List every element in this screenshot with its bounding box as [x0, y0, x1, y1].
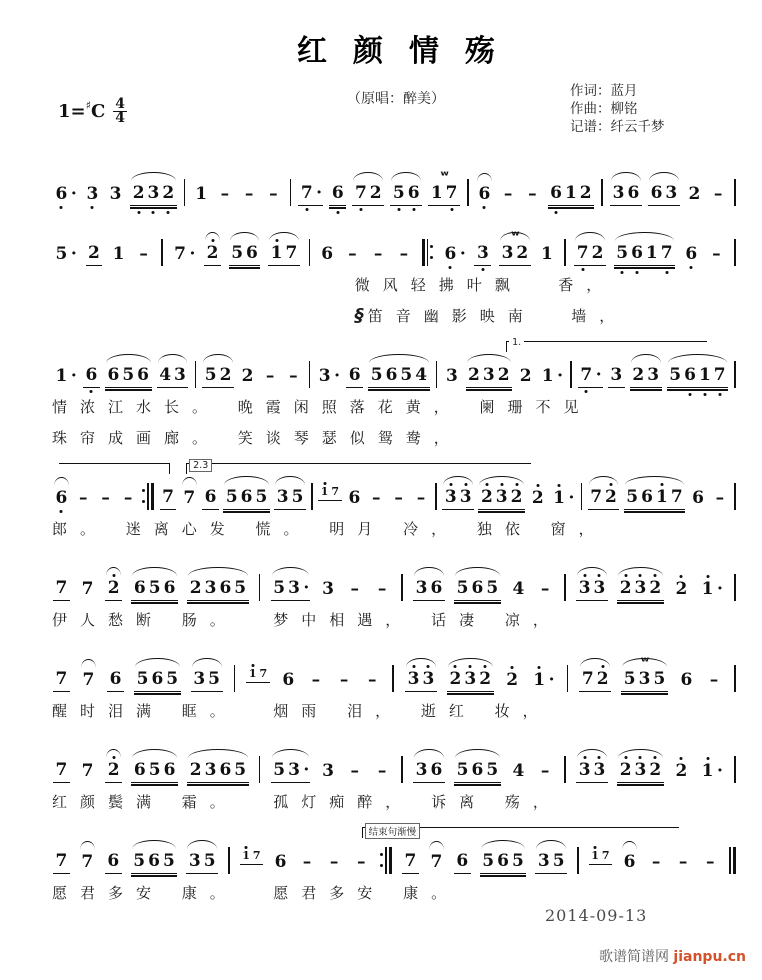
note-token: – — [715, 488, 725, 508]
barline — [570, 360, 572, 388]
watermark-site: 歌谱简谱网 — [598, 949, 674, 965]
note-token: – — [373, 244, 383, 264]
note-token: 6 5 6 — [105, 365, 152, 388]
note-token: 6 — [346, 365, 363, 388]
note-token: – — [356, 852, 366, 872]
note-token: – — [713, 184, 723, 204]
credit-transcriber: 记谱：纤云千梦 — [570, 119, 665, 135]
note-token: 5 6 5 — [223, 487, 270, 510]
system-7 — [52, 733, 740, 814]
barline — [564, 755, 566, 783]
note-token: 6 — [83, 365, 100, 388]
note-token: 7 — [53, 851, 70, 874]
note-token: 1 7 — [246, 668, 269, 683]
note-token: 6 — [680, 670, 693, 690]
note-token: 2 — [519, 366, 532, 386]
note-token: 3 3 — [405, 669, 437, 692]
barline — [195, 360, 197, 388]
lyrics-text: 醒时泪满 眶。 烟雨 泪， 逝红 妆， — [52, 702, 551, 720]
note-token: 7 — [53, 669, 70, 692]
system-3 — [52, 338, 740, 450]
note-token: 2 3 2 — [617, 760, 664, 783]
note-token: 7 — [402, 851, 419, 874]
note-token: – — [377, 761, 387, 781]
barline — [380, 846, 392, 874]
barline — [734, 755, 736, 783]
music-line — [52, 232, 740, 266]
music-line — [52, 567, 740, 601]
credits-block — [570, 82, 665, 136]
note-token: 7 — [81, 761, 94, 781]
mordent-icon: w — [440, 170, 448, 178]
note-token: 1 7 — [589, 850, 612, 865]
key-prefix: 1= — [58, 101, 86, 122]
note-token: 5 6 — [229, 243, 261, 266]
note-token: 3 5 — [535, 851, 567, 874]
note-token: – — [348, 244, 357, 264]
credit-composer: 作曲：柳铭 — [570, 101, 638, 117]
barline — [184, 178, 186, 206]
barline — [435, 482, 437, 510]
note-token: – — [540, 579, 550, 599]
volta-bracket — [506, 337, 707, 352]
note-token: 3 5 — [274, 487, 306, 510]
note-token: 2 3 6 5 — [187, 760, 248, 783]
note-token: – — [269, 184, 278, 204]
system-5 — [52, 551, 740, 632]
note-token: – — [123, 488, 133, 508]
note-token: 3 — [322, 579, 334, 599]
note-token: 2 3 — [630, 365, 662, 388]
note-token: 6 — [107, 669, 124, 692]
note-token: 1 · — [701, 761, 723, 781]
note-token: 1 · — [55, 366, 77, 386]
note-token: 6 — [321, 244, 334, 264]
note-token: 7 — [80, 670, 97, 692]
system-8 — [52, 824, 740, 905]
note-token: 7 — [160, 487, 177, 510]
note-token: 3 — [474, 243, 491, 266]
lyrics-row — [52, 395, 740, 419]
barline — [734, 360, 736, 388]
mordent-icon: w — [511, 230, 519, 238]
barline — [581, 482, 583, 510]
note-token: 2 3 2 — [130, 183, 177, 206]
note-token: 2 — [105, 578, 122, 601]
note-token: 6 — [53, 488, 70, 510]
date-stamp: 2014-09-13 — [545, 906, 648, 925]
barline — [309, 360, 311, 388]
volta-bracket — [186, 460, 531, 474]
note-token: – — [350, 579, 360, 599]
barline — [311, 482, 313, 510]
note-token: 5 6 5 — [480, 851, 527, 874]
note-token: 3 — [86, 184, 99, 204]
note-token: 2 — [675, 761, 688, 781]
note-token: 7 — [81, 579, 94, 599]
note-token: 7 2 — [588, 487, 620, 510]
note-token: 6 — [274, 852, 287, 872]
note-token: 3 2 w — [499, 243, 531, 266]
music-line — [52, 476, 740, 510]
lyrics-row — [52, 881, 740, 905]
note-token: 2 3 2 — [617, 578, 664, 601]
lyrics-text: 郎。 迷离心发 慌。 明月 冷， 独依 窗， — [52, 520, 607, 538]
barline — [577, 846, 579, 874]
note-token: 2 — [506, 670, 519, 690]
note-token: 6 5 6 — [131, 578, 178, 601]
barline — [734, 573, 736, 601]
time-signature-bottom: 4 — [115, 110, 126, 126]
barline — [734, 178, 736, 206]
note-token: 7 — [181, 488, 198, 510]
barline — [436, 360, 438, 388]
note-token: 3 3 — [576, 578, 608, 601]
note-token: 7 — [428, 852, 445, 874]
header-meta — [52, 80, 740, 146]
note-token: 2 — [241, 366, 254, 386]
original-singer: （原唱：醉美） — [347, 91, 445, 107]
mordent-icon: w — [640, 656, 649, 664]
note-token: 2 3 2 — [478, 487, 525, 510]
note-token: 3 — [322, 761, 334, 781]
music-line — [52, 658, 740, 692]
note-token: 6 — [685, 244, 698, 264]
lyrics-text: 笛音幽影映南 墙， — [367, 307, 628, 325]
note-token: 5 6 1 7 — [614, 243, 675, 266]
note-token: – — [503, 184, 513, 204]
note-token: – — [350, 761, 360, 781]
note-token: 7 · — [578, 365, 603, 388]
note-token: 1 7 w — [428, 183, 460, 206]
note-token: – — [709, 670, 719, 690]
barline — [564, 573, 566, 601]
note-token: 6 · — [444, 244, 466, 264]
time-signature-top: 4 — [115, 96, 126, 112]
note-token: – — [368, 670, 377, 690]
volta-label: 1. — [509, 337, 524, 348]
systems — [52, 156, 740, 905]
note-token: 6 3 — [648, 183, 680, 206]
barline — [567, 664, 569, 692]
note-token: 2 — [531, 488, 544, 508]
lyrics-text: 伊人愁断 肠。 梦中相遇， 话凄 凉， — [52, 611, 561, 629]
note-token: 4 3 — [157, 365, 189, 388]
note-token: 1 · — [533, 670, 555, 690]
note-token: 3 — [109, 184, 122, 204]
lyrics-row — [52, 790, 740, 814]
note-token: 7 — [53, 578, 70, 601]
note-token: – — [528, 184, 537, 204]
note-token: 5 6 1 7 — [624, 487, 685, 510]
lyrics-row — [52, 517, 740, 541]
note-token: 3 5 — [191, 669, 223, 692]
note-token: 1 · — [701, 579, 723, 599]
note-token: 1 — [112, 244, 125, 264]
note-token: – — [101, 488, 110, 508]
note-token: 3 3 — [576, 760, 608, 783]
note-token: 5 6 5 — [131, 851, 178, 874]
note-token: 2 3 2 — [466, 365, 513, 388]
note-token: 2 — [86, 243, 103, 266]
barline — [161, 238, 163, 266]
music-line — [52, 840, 740, 874]
note-token: 5 3 · — [271, 760, 311, 783]
note-token: 6 — [105, 851, 122, 874]
barline — [601, 178, 603, 206]
lyrics-row — [52, 608, 740, 632]
volta-bracket — [362, 827, 679, 838]
note-token: 5 6 — [390, 183, 422, 206]
lyrics-row — [52, 273, 740, 297]
barline — [734, 664, 736, 692]
note-token: 5 6 5 — [134, 669, 181, 692]
note-token: 6 — [348, 488, 361, 508]
note-token: 3 5 — [186, 851, 218, 874]
barline — [467, 178, 469, 206]
note-token: 3 · — [318, 366, 340, 386]
note-token: 2 — [688, 184, 701, 204]
note-token: 1 7 — [240, 850, 263, 865]
barline — [309, 238, 311, 266]
music-line — [52, 749, 740, 783]
note-token: 7 — [53, 760, 70, 783]
note-token: 1 · — [541, 366, 564, 386]
note-token: 1 7 — [268, 243, 300, 266]
system-1 — [52, 156, 740, 206]
note-token: 6 · — [55, 184, 77, 204]
note-token: – — [289, 366, 298, 386]
key-letter: C — [90, 101, 106, 122]
barline — [564, 238, 566, 266]
note-token: 6 — [692, 488, 704, 508]
barline — [259, 755, 261, 783]
note-token: – — [339, 670, 349, 690]
note-token: 2 — [204, 243, 221, 266]
sharp-icon: ♯ — [85, 99, 91, 112]
note-token: 2 3 6 5 — [187, 578, 248, 601]
note-token: – — [394, 488, 403, 508]
note-token: 3 — [445, 366, 458, 386]
lyrics-text: 微风轻拂叶飘 香， — [354, 276, 615, 294]
music-line — [52, 172, 740, 206]
note-token: 1 7 — [318, 486, 341, 501]
note-token: 6 1 2 — [548, 183, 595, 206]
note-token: – — [244, 184, 254, 204]
lyrics-row — [52, 304, 740, 328]
system-6 — [52, 642, 740, 723]
note-token: 7 2 — [574, 243, 606, 266]
note-token: 7 2 — [579, 669, 611, 692]
note-token: 6 — [476, 184, 493, 206]
barline — [422, 238, 434, 266]
note-token: – — [329, 852, 339, 872]
note-token: 4 — [512, 579, 525, 599]
note-token: 5 3 5 w — [621, 669, 668, 692]
note-token: 6 — [329, 183, 346, 206]
note-token: 3 3 — [442, 487, 474, 510]
lyrics-text: 情浓江水长。 晚霞闲照落花黄， 阑珊不见 — [52, 398, 592, 416]
watermark-domain: jianpu.cn — [673, 949, 746, 965]
note-token: 2 3 2 — [447, 669, 494, 692]
system-2 — [52, 216, 740, 328]
credit-lyricist: 作词：蓝月 — [570, 83, 638, 99]
note-token: – — [220, 184, 230, 204]
note-token: 2 — [105, 760, 122, 783]
note-token: 1 · — [553, 488, 575, 508]
watermark — [599, 946, 746, 966]
note-token: – — [377, 579, 387, 599]
volta-label: 结束句渐慢 — [365, 823, 421, 839]
note-token: 1 — [540, 244, 553, 264]
note-token: – — [678, 852, 688, 872]
lyrics-text: 愿君多安 康。 愿君多安 康。 — [52, 884, 460, 902]
barline — [734, 238, 736, 266]
note-token: 5 6 5 4 — [368, 365, 429, 388]
volta-label: 2.3 — [189, 459, 212, 472]
barline — [401, 573, 403, 601]
barline — [234, 664, 236, 692]
lyrics-text: 珠帘成画廊。 笑谈琴瑟似鸳鸯， — [52, 429, 462, 447]
note-token: – — [371, 488, 381, 508]
note-token: 6 — [202, 487, 219, 510]
note-token: 6 — [454, 851, 471, 874]
note-token: – — [311, 670, 321, 690]
note-token: – — [265, 366, 275, 386]
barline — [734, 482, 736, 510]
note-token: 5 6 5 — [454, 760, 501, 783]
note-token: 6 — [621, 852, 638, 874]
note-token: 7 · — [174, 244, 196, 264]
note-token: 3 6 — [413, 760, 445, 783]
lyrics-text: 红颜鬓满 霜。 孤灯痴醉， 诉离 殇， — [52, 793, 561, 811]
page-title: 红颜情殇 — [297, 34, 521, 69]
barline — [290, 178, 292, 206]
lyrics-row — [52, 426, 740, 450]
barline — [401, 755, 403, 783]
note-token: 5 6 5 — [454, 578, 501, 601]
note-token: – — [302, 852, 312, 872]
note-token: 5 6 1 7 — [667, 365, 728, 388]
note-token: – — [399, 244, 409, 264]
note-token: – — [651, 852, 661, 872]
barline — [259, 573, 261, 601]
note-token: 5 3 · — [271, 578, 311, 601]
note-token: 2 — [675, 579, 688, 599]
system-4 — [52, 460, 740, 541]
note-token: – — [79, 488, 88, 508]
note-token: – — [712, 244, 721, 264]
note-token: 5 2 — [202, 365, 234, 388]
volta-bracket — [59, 463, 170, 474]
note-token: 3 — [608, 365, 625, 388]
note-token: 7 2 — [352, 183, 384, 206]
note-token: – — [416, 488, 426, 508]
barline — [142, 482, 154, 510]
note-token: 5 · — [55, 244, 77, 264]
lyrics-row — [52, 699, 740, 723]
note-token: 3 6 — [413, 578, 445, 601]
note-token: 6 5 6 — [131, 760, 178, 783]
segno-icon: § — [354, 305, 364, 326]
note-token: 3 6 — [610, 183, 642, 206]
music-line — [52, 354, 740, 388]
note-token: – — [540, 761, 550, 781]
note-token: 7 — [79, 852, 96, 874]
note-token: 7 · — [298, 183, 323, 206]
barline — [392, 664, 394, 692]
barline — [228, 846, 230, 874]
note-token: 6 — [282, 670, 295, 690]
note-token: – — [139, 244, 148, 264]
note-token: 1 — [195, 184, 208, 204]
note-token: – — [705, 852, 715, 872]
note-token: 4 — [512, 761, 525, 781]
barline — [729, 846, 736, 874]
